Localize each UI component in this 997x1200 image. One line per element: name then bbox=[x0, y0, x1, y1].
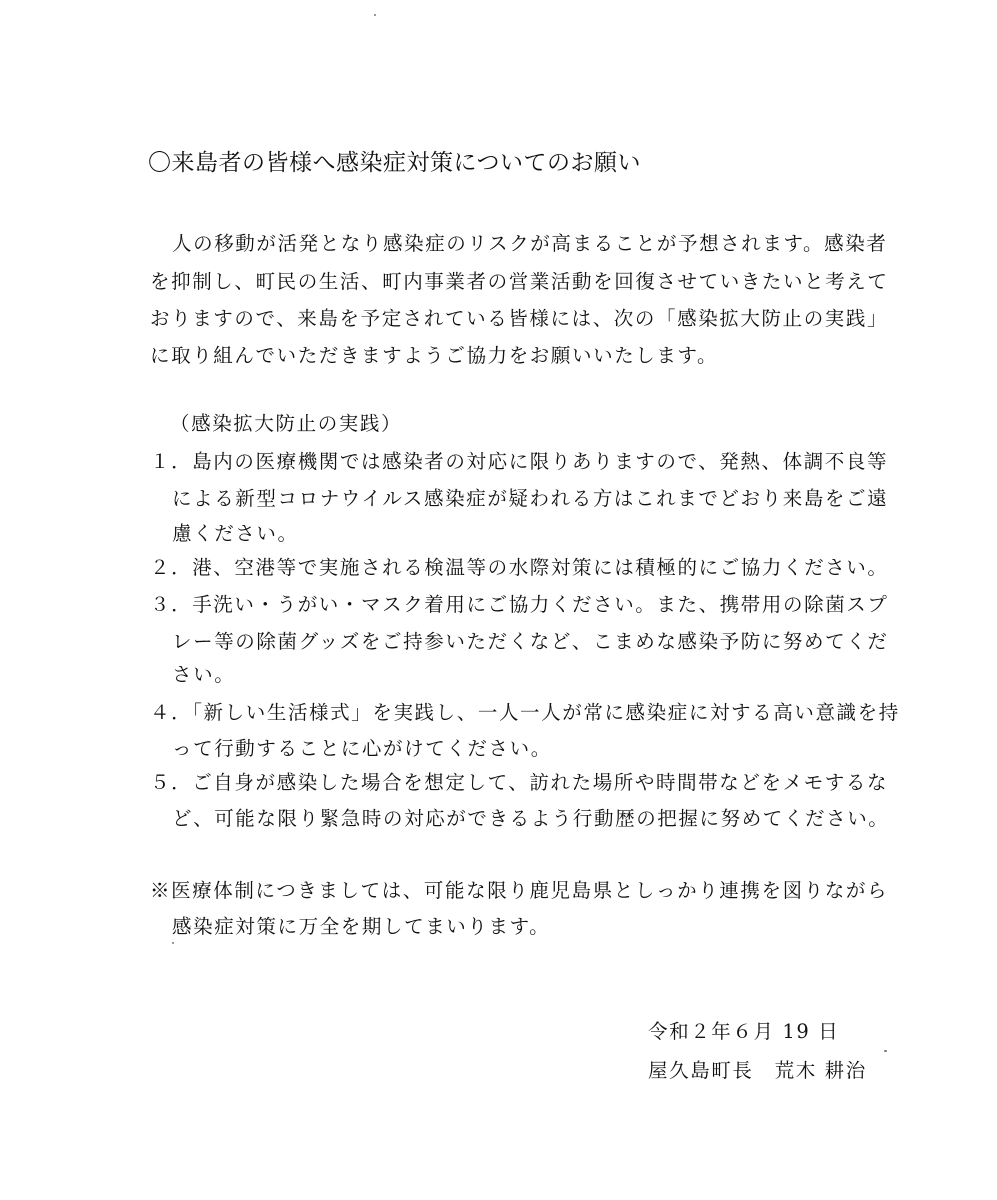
list-item-5: ５．ご自身が感染した場合を想定して、訪れた場所や時間帯などをメモするな bbox=[150, 771, 889, 794]
intro-line: おりますので、来島を予定されている皆様には、次の「感染拡大防止の実践」 bbox=[150, 307, 889, 330]
list-item-5-cont: ど、可能な限り緊急時の対応ができるよう行動歴の把握に努めてください。 bbox=[172, 807, 890, 830]
note-line: 感染症対策に万全を期してまいります。 bbox=[172, 915, 551, 938]
signature-author: 屋久島町長 荒木 耕治 bbox=[648, 1059, 867, 1082]
list-item-1-cont: 慮ください。 bbox=[172, 522, 299, 545]
list-item-4: ４．「新しい生活様式」を実践し、一人一人が常に感染症に対する高い意識を持 bbox=[150, 701, 900, 724]
list-item-1-cont: による新型コロナウイルス感染症が疑われる方はこれまでどおり来島をご遠 bbox=[172, 487, 889, 510]
document-title: 〇来島者の皆様へ感染症対策についてのお願い bbox=[148, 150, 642, 176]
list-item-2: ２．港、空港等で実施される検温等の水際対策には積極的にご協力ください。 bbox=[150, 556, 889, 579]
list-item-3-cont: さい。 bbox=[172, 663, 236, 686]
list-item-3-cont: レー等の除菌グッズをご持参いただくなど、こまめな感染予防に努めてくだ bbox=[172, 630, 889, 653]
intro-line: を抑制し、町民の生活、町内事業者の営業活動を回復させていきたいと考えて bbox=[150, 270, 889, 293]
list-item-3: ３．手洗い・うがい・マスク着用にご協力ください。また、携帯用の除菌スプ bbox=[150, 593, 889, 616]
intro-line: に取り組んでいただきますようご協力をお願いいたします。 bbox=[150, 344, 719, 367]
signature-date: 令和２年６月 19 日 bbox=[648, 1020, 840, 1043]
list-item-4-cont: って行動することに心がけてください。 bbox=[172, 737, 552, 760]
intro-line: 人の移動が活発となり感染症のリスクが高まることが予想されます。感染者 bbox=[172, 232, 888, 255]
note-line: ※医療体制につきましては、可能な限り鹿児島県としっかり連携を図りながら bbox=[150, 879, 889, 902]
scan-speck bbox=[374, 14, 376, 16]
scan-speck bbox=[172, 942, 174, 944]
section-heading: （感染拡大防止の実践） bbox=[170, 412, 403, 435]
scan-speck bbox=[884, 1050, 887, 1052]
list-item-1: １．島内の医療機関では感染者の対応に限りありますので、発熱、体調不良等 bbox=[150, 450, 889, 473]
